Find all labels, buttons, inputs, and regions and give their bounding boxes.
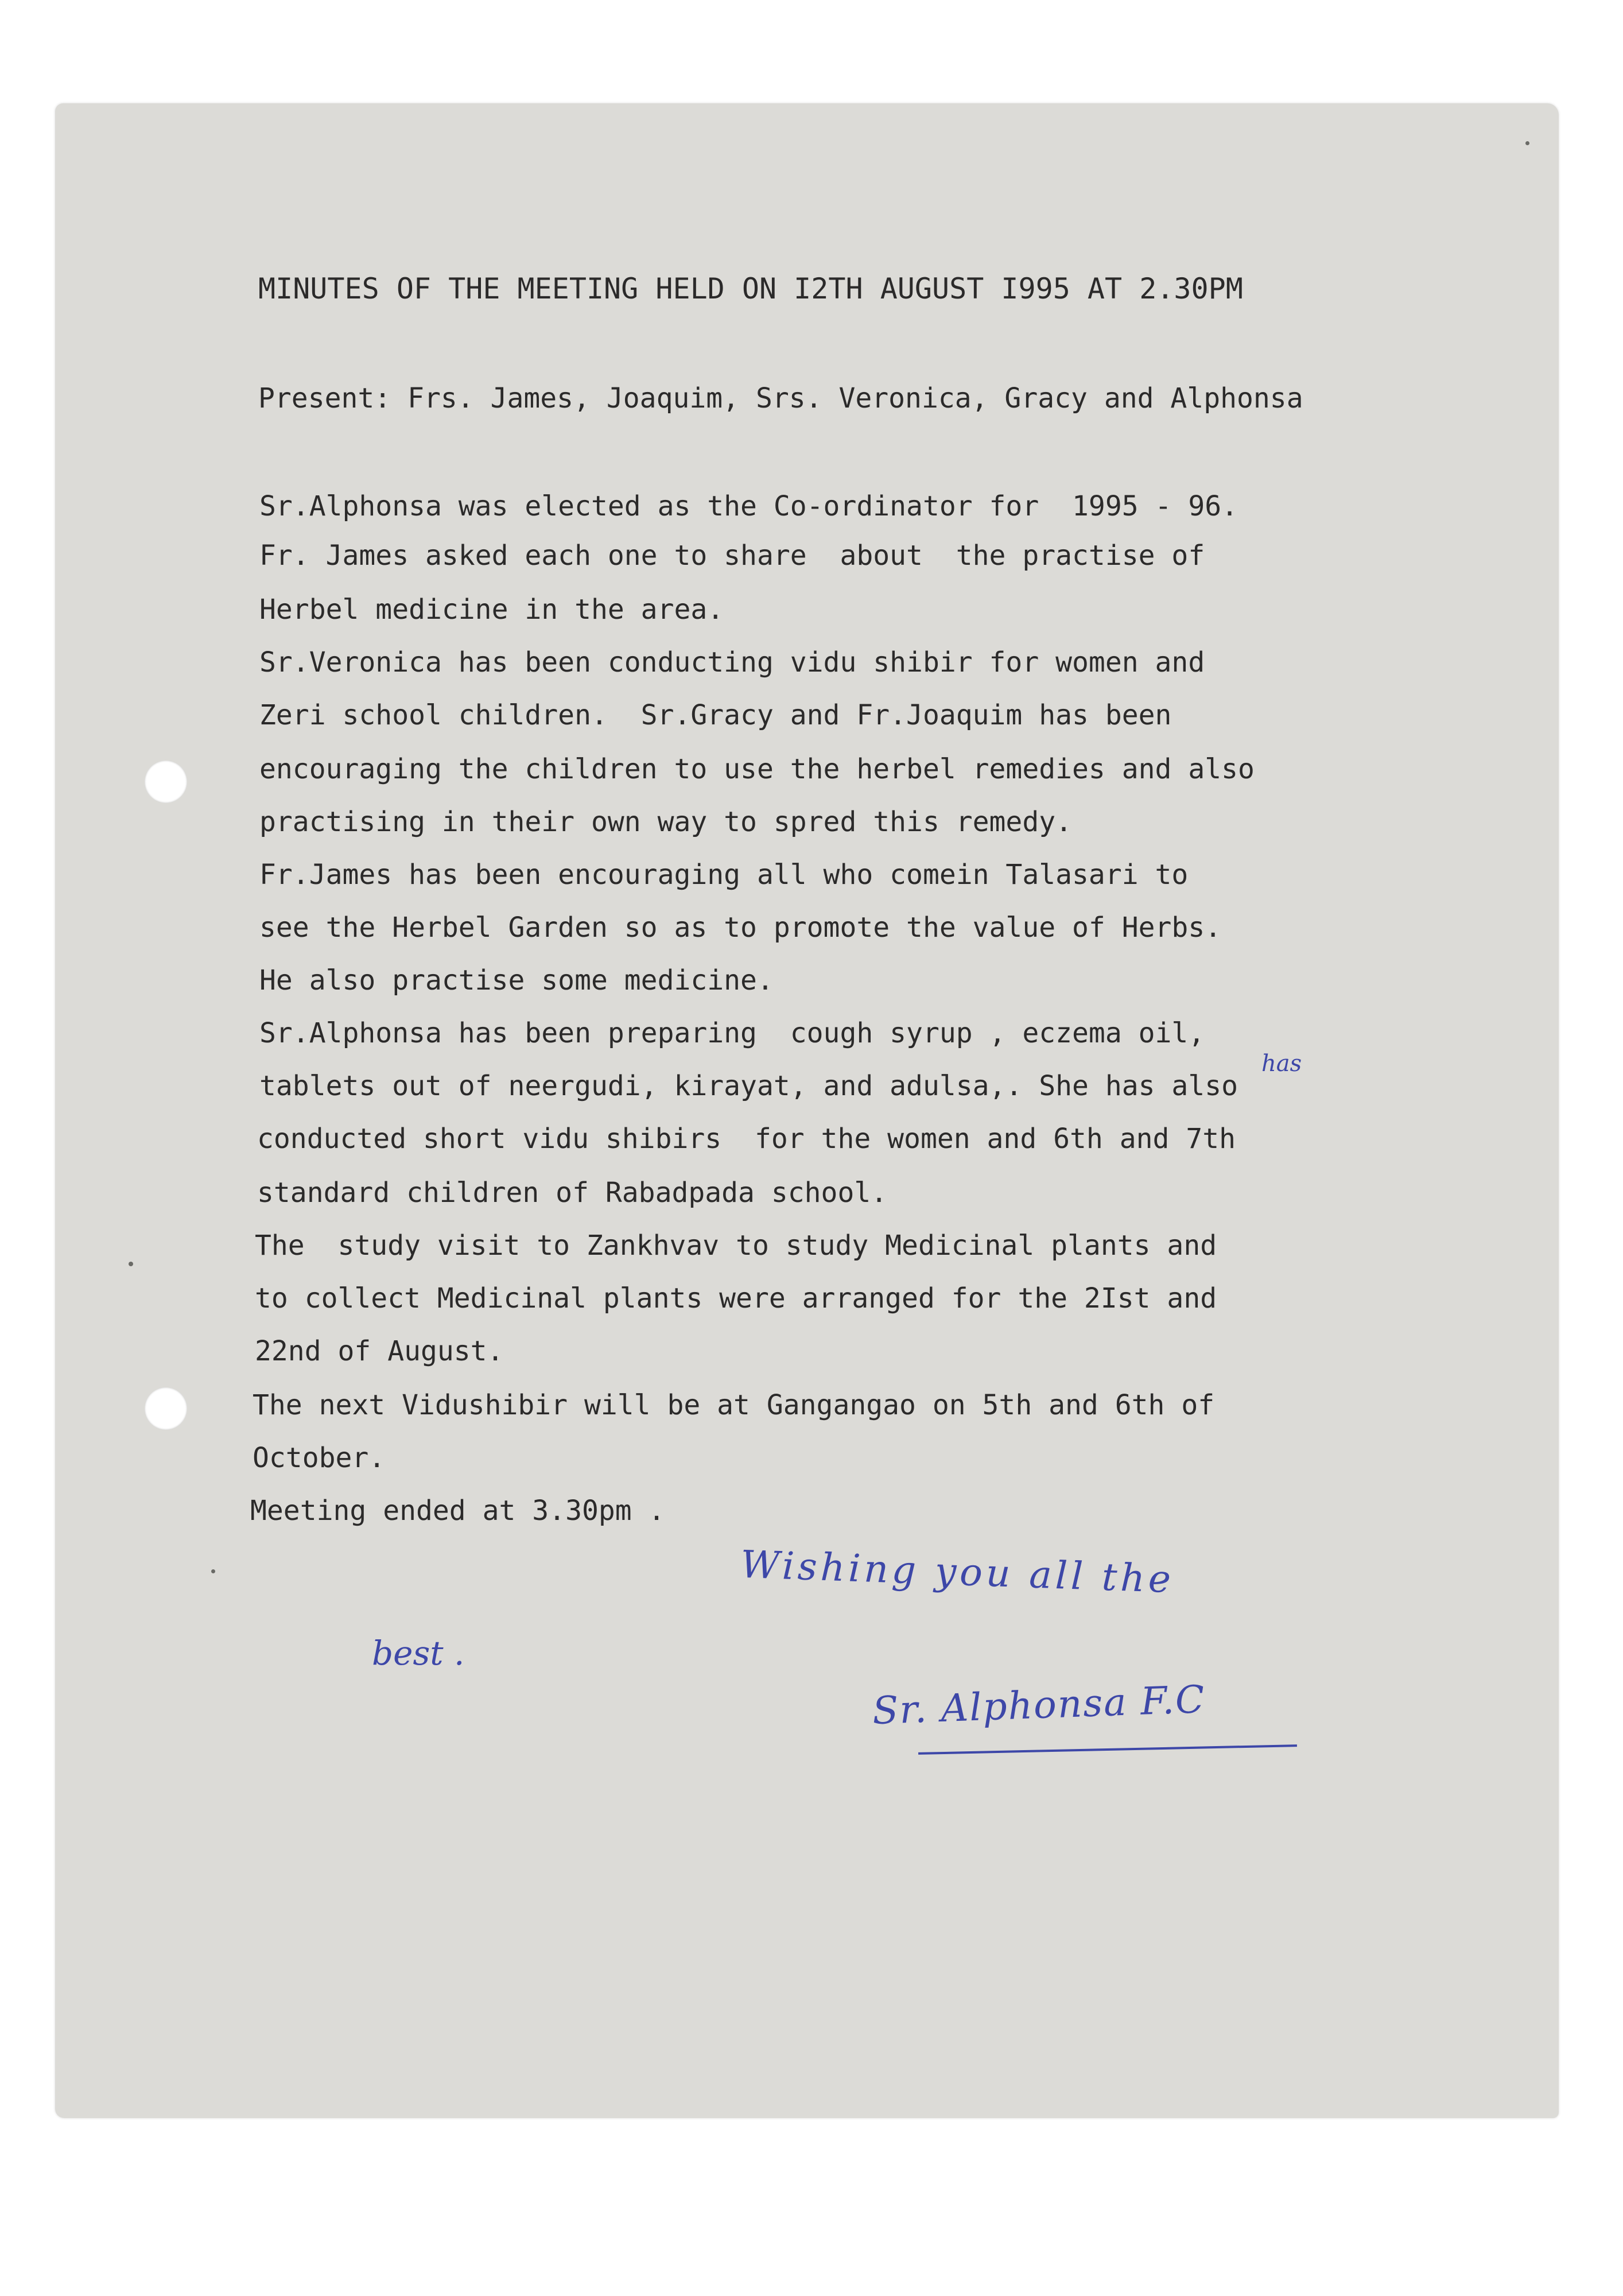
body-line: Fr. James asked each one to share about the practise of (259, 540, 1205, 572)
body-line: standard children of Rabadpada school. (257, 1177, 888, 1209)
handwritten-insertion-has: has (1261, 1050, 1302, 1077)
handwritten-greeting: Wishing you all the (739, 1542, 1175, 1602)
body-line: The next Vidushibir will be at Gangangao on 5th and 6th of (253, 1389, 1215, 1421)
body-line: Zeri school children. Sr.Gracy and Fr.Joaquim has been (259, 699, 1172, 731)
body-line: He also practise some medicine. (259, 964, 774, 996)
body-line: Meeting ended at 3.30pm . (250, 1495, 665, 1527)
present-line: Present: Frs. James, Joaquim, Srs. Veronica, Gracy and Alphonsa (258, 382, 1303, 414)
body-line: Sr.Veronica has been conducting vidu shibir for women and (259, 646, 1205, 678)
punch-hole-top (145, 761, 187, 803)
body-line: practising in their own way to spred this remedy. (259, 806, 1073, 838)
body-line: Sr.Alphonsa was elected as the Co-ordinator for 1995 - 96. (259, 490, 1238, 522)
body-line: encouraging the children to use the herbel remedies and also (259, 753, 1255, 785)
paper-speck (129, 1262, 133, 1266)
body-line: to collect Medicinal plants were arranged for the 2Ist and (255, 1282, 1217, 1314)
body-line: see the Herbel Garden so as to promote the value of Herbs. (259, 912, 1222, 944)
paper-speck (211, 1569, 215, 1573)
body-line: Sr.Alphonsa has been preparing cough syrup , eczema oil, (259, 1017, 1205, 1049)
body-line: Fr.James has been encouraging all who comein Talasari to (259, 859, 1189, 891)
body-line: 22nd of August. (255, 1335, 504, 1367)
body-line: conducted short vidu shibirs for the women and 6th and 7th (257, 1123, 1236, 1155)
minutes-title: MINUTES OF THE MEETING HELD ON I2TH AUGUST I995 AT 2.30PM (258, 272, 1243, 305)
handwritten-greeting-end: best . (372, 1634, 465, 1673)
body-line: tablets out of neergudi, kirayat, and adulsa,. She has also (259, 1070, 1238, 1102)
paper-speck (1525, 141, 1529, 145)
handwritten-signature: Sr. Alphonsa F.C (871, 1677, 1206, 1733)
punch-hole-bottom (145, 1387, 187, 1430)
body-line: The study visit to Zankhvav to study Medicinal plants and (255, 1230, 1217, 1262)
body-line: October. (253, 1442, 386, 1474)
body-line: Herbel medicine in the area. (259, 594, 724, 626)
